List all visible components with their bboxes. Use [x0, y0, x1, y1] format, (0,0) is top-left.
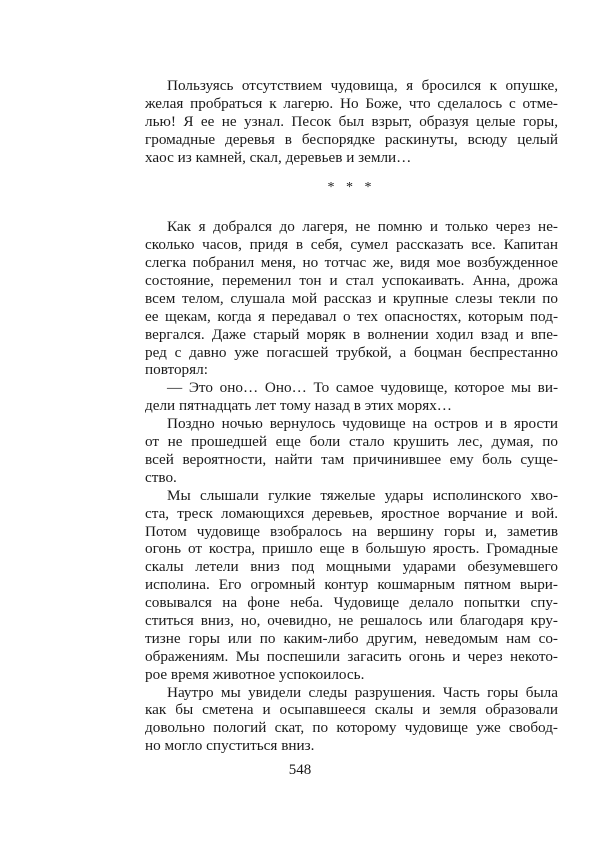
text-line: ститься вниз, но, очевидно, не решалось или благодаря кру-: [145, 611, 558, 629]
text-line: рое время животное успокоилось.: [145, 665, 365, 683]
text-line: — Это оно… Оно… То самое чудовище, которое мы ви-: [167, 379, 558, 397]
text-line: слегка побранил меня, но тотчас же, видя мое возбужденное: [145, 254, 558, 272]
text-line: исполина. Его огромный контур кошмарным пятном выри-: [145, 576, 558, 594]
paragraph: [145, 684, 558, 756]
text-line: всем телом, слушала мой рассказ и крупные слезы текли по: [145, 289, 558, 307]
text-line: огонь от костра, пришло еще в большую ярость. Громадные: [145, 540, 558, 558]
text-line: тизне горы или по каким-либо другим, неведомым нам со-: [145, 629, 558, 647]
text-line: совывался на фоне неба. Чудовище делало попытки спу-: [145, 594, 558, 612]
text-line: довольно пологий скат, по которому чудовище уже свобод-: [145, 719, 558, 737]
page-body: [145, 77, 558, 755]
text-line: но могло спуститься вниз.: [145, 737, 315, 755]
text-line: Мы слышали гулкие тяжелые удары исполинского хво-: [167, 486, 558, 504]
text-line: всей вероятности, найти там причинившее ему боль суще-: [145, 450, 558, 468]
paragraph: [145, 379, 558, 415]
text-line: дели пятнадцать лет тому назад в этих морях…: [145, 397, 452, 415]
text-line: ред с давно уже погасшей трубкой, а боцман беспрестанно: [145, 343, 558, 361]
text-line: ображениям. Мы поспешили загасить огонь и через некото-: [145, 647, 558, 665]
text-line: повторял:: [145, 361, 208, 379]
text-line: как бы сметена и осыпавшееся скалы и земля образовали: [145, 701, 558, 719]
text-line: ста, треск ломающихся деревьев, яростное ворчание и вой.: [145, 504, 558, 522]
paragraph: [145, 415, 558, 487]
text-line: желая пробраться к лагерю. Но Боже, что сделалось с отме-: [145, 94, 558, 112]
text-line: Поздно ночью вернулось чудовище на остров и в ярости: [167, 415, 558, 433]
section-after-break: [145, 218, 558, 755]
text-line: сколько часов, придя в себя, сумел рассказать все. Капитан: [145, 236, 558, 254]
paragraph: [145, 487, 558, 684]
text-line: Наутро мы увидели следы разрушения. Часть горы была: [167, 683, 558, 701]
text-line: Потом чудовище взобралось на вершину горы и, заметив: [145, 522, 558, 540]
paragraph: [145, 218, 558, 379]
paragraph: [145, 77, 558, 166]
section-separator: * * *: [327, 180, 376, 196]
text-line: Пользуясь отсутствием чудовища, я бросился к опушке,: [167, 77, 558, 94]
text-line: вергался. Даже старый моряк в волнении ходил взад и впе-: [145, 325, 558, 343]
text-line: лью! Я ее не узнал. Песок был взрыт, образуя целые горы,: [145, 112, 558, 130]
page-number: 548: [288, 762, 312, 778]
text-line: ство.: [145, 468, 177, 486]
section-before-break: [145, 77, 558, 166]
text-line: громадные деревья в беспорядке раскинуты, всюду целый: [145, 130, 558, 148]
text-line: ее щекам, когда я передавал о тех опасностях, которым под-: [145, 307, 558, 325]
text-line: Как я добрался до лагеря, не помню и только через не-: [167, 218, 558, 236]
text-line: от не прошедшей еще боли стало крушить лес, думая, по: [145, 433, 558, 451]
text-line: состояние, переменил тон и стал успокаивать. Анна, дрожа: [145, 272, 558, 290]
text-line: скалы летели вниз под мощными ударами обезумевшего: [145, 558, 558, 576]
text-line: хаос из камней, скал, деревьев и земли…: [145, 148, 412, 166]
